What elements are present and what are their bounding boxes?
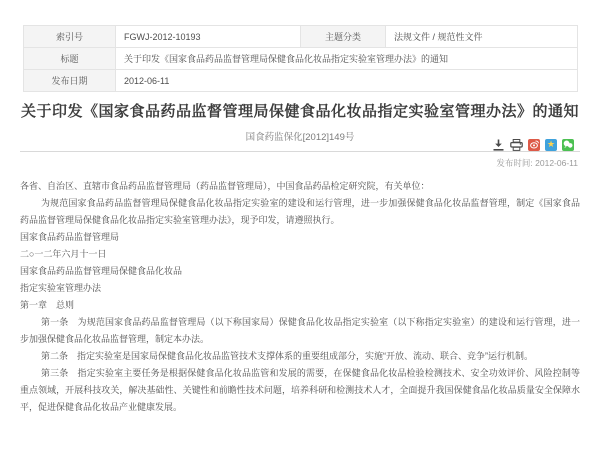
share-wechat-icon[interactable] — [562, 139, 574, 151]
document-body — [20, 178, 580, 416]
qzone-star-glyph: ★ — [546, 139, 556, 149]
meta-value-subject-category: 法规文件 / 规范性文件 — [386, 26, 578, 48]
meta-value-index-number: FGWJ-2012-10193 — [116, 26, 301, 48]
table-row — [24, 26, 578, 48]
article-toolbar — [492, 138, 574, 151]
publish-time — [496, 157, 578, 169]
signer-name: 国家食品药品监督管理局 — [20, 232, 120, 242]
table-row — [24, 48, 578, 70]
document-meta-table — [23, 25, 578, 92]
meta-value-title: 关于印发《国家食品药品监督管理局保健食品化妆品指定实验室管理办法》的通知 — [116, 48, 578, 70]
document-number: 国食药监保化[2012]149号 — [245, 132, 355, 143]
meta-label-subject-category: 主题分类 — [301, 26, 386, 48]
meta-label-publish-date: 发布日期 — [24, 70, 116, 92]
publish-time-value: 2012-06-11 — [535, 158, 578, 168]
share-qzone-icon[interactable] — [545, 139, 557, 151]
publish-time-label: 发布时间: — [496, 158, 533, 168]
article-clause-1: 第一条 为规范国家食品药品监督管理局（以下称国家局）保健食品化妆品指定实验室（以下称指定实验室）的建设和运行管理，进一步加强保健食品化妆品监督管理，制定本办法。 — [20, 317, 580, 344]
print-icon[interactable] — [510, 138, 523, 151]
attachment-title-line1: 国家食品药品监督管理局保健食品化妆品 — [20, 266, 183, 276]
notice-paragraph: 为规范国家食品药品监督管理局保健食品化妆品指定实验室的建设和运行管理，进一步加强保健食品化妆品监督管理，制定《国家食品药品监督管理局保健食品化妆品指定实验室管理办法》，现予印发，请遵照执行。 — [20, 198, 580, 225]
share-weibo-icon[interactable] — [528, 139, 540, 151]
header-divider — [20, 151, 580, 152]
article-clause-3: 第三条 指定实验室主要任务是根据保健食品化妆品监管和发展的需要，在保健食品化妆品检验检测技术、安全功效评价、风险控制等重点领域，开展科技攻关，解决基础性、关键性和前瞻性技术问题，培养科研和检测技术人才，全面提升我国保健食品化妆品质量安全保障水平，促进保健食品化妆品产业健康发展。 — [20, 368, 580, 412]
table-row — [24, 70, 578, 92]
meta-label-title: 标题 — [24, 48, 116, 70]
salutation-line: 各省、自治区、直辖市食品药品监督管理局（药品监督管理局），中国食品药品检定研究院，有关单位： — [20, 181, 430, 191]
page-title: 关于印发《国家食品药品监督管理局保健食品化妆品指定实验室管理办法》的通知 — [20, 103, 579, 120]
download-icon[interactable] — [492, 138, 505, 151]
attachment-title-line2: 指定实验室管理办法 — [20, 283, 102, 293]
sign-date: 二○一二年六月十一日 — [20, 249, 107, 259]
meta-value-publish-date: 2012-06-11 — [116, 70, 578, 92]
chapter-heading: 第一章 总则 — [20, 300, 75, 310]
meta-label-index-number: 索引号 — [24, 26, 116, 48]
article-clause-2: 第二条 指定实验室是国家局保健食品化妆品监管技术支撑体系的重要组成部分，实施“开放、流动、联合、竞争”运行机制。 — [41, 351, 533, 361]
